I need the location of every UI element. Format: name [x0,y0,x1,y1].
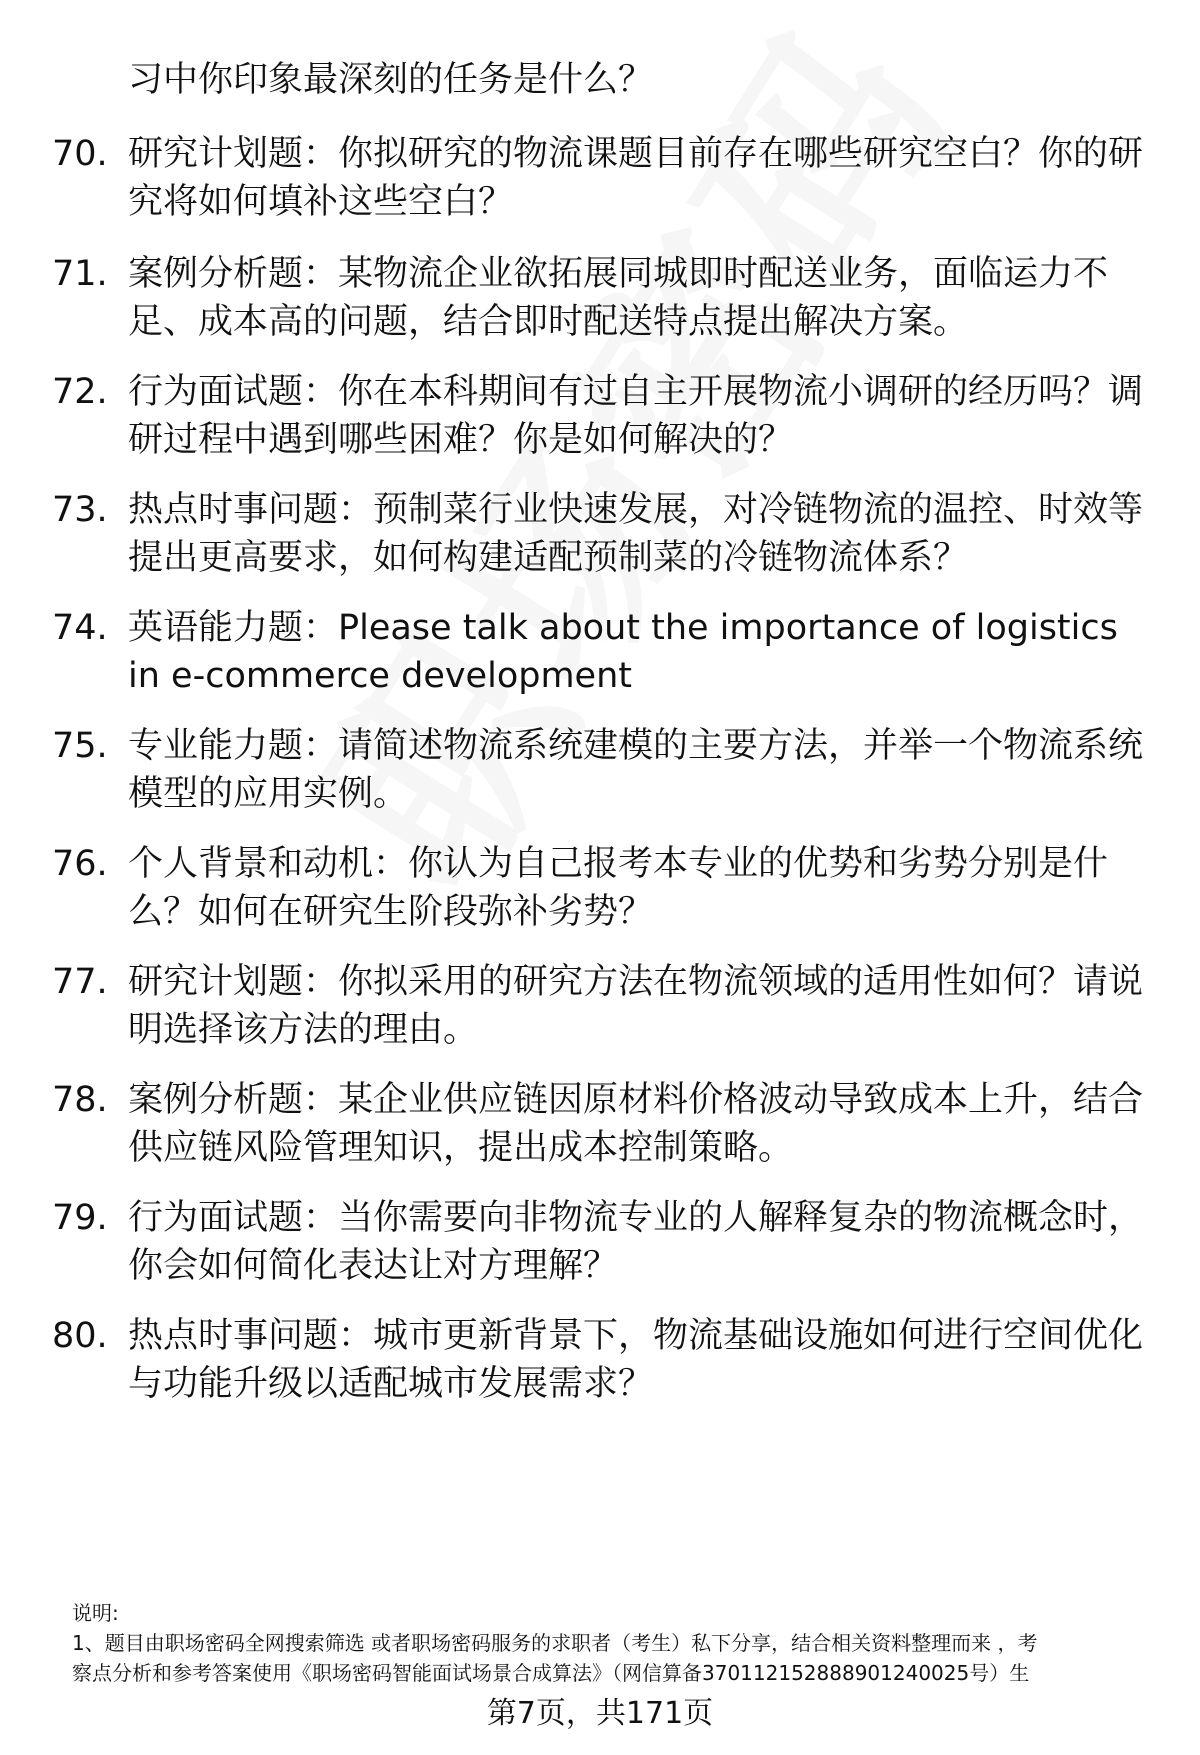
footnote-line: 1、题目由职场密码全网搜索筛选 或者职场密码服务的求职者（考生）私下分享，结合相关资料整理而来 ，考 [72,1631,1038,1655]
question-number: 76. [52,844,108,884]
question-number: 80. [52,1316,108,1356]
question-text: 案例分析题：某物流企业欲拓展同城即时配送业务，面临运力不足、成本高的问题，结合即时配送特点提出解决方案。 [128,254,1109,342]
question-text: 个人背景和动机：你认为自己报考本专业的优势和劣势分别是什么？如何在研究生阶段弥补劣势？ [128,844,1109,932]
question-text: 热点时事问题：城市更新背景下，物流基础设施如何进行空间优化与功能升级以适配城市发展需求？ [128,1316,1144,1404]
question-text: 行为面试题：你在本科期间有过自主开展物流小调研的经历吗？调研过程中遇到哪些困难？你是如何解决的？ [128,372,1144,460]
footnote-line: 察点分析和参考答案使用《职场密码智能面试场景合成算法》（网信算备370112152888901240025号）生 [72,1661,1030,1685]
page-indicator: 第7页，共171页 [486,1696,714,1731]
question-number: 71. [52,254,108,294]
question-text: 行为面试题：当你需要向非物流专业的人解释复杂的物流概念时，你会如何简化表达让对方理解？ [128,1198,1144,1286]
continued-question-text: 习中你印象最深刻的任务是什么？ [128,60,654,100]
question-text: 热点时事问题：预制菜行业快速发展，对冷链物流的温控、时效等提出更高要求，如何构建适配预制菜的冷链物流体系？ [128,490,1144,578]
question-number: 74. [52,608,108,648]
question-number: 73. [52,490,108,530]
question-number: 70. [52,134,108,174]
question-text: 专业能力题：请简述物流系统建模的主要方法，并举一个物流系统模型的应用实例。 [128,726,1144,814]
question-number: 72. [52,372,108,412]
question-text: 研究计划题：你拟研究的物流课题目前存在哪些研究空白？你的研究将如何填补这些空白？ [128,134,1144,222]
question-text: 英语能力题：Please talk about the importance of logistics in e-commerce development [128,608,1118,696]
question-text: 案例分析题：某企业供应链因原材料价格波动导致成本上升，结合供应链风险管理知识，提出成本控制策略。 [128,1080,1144,1168]
question-number: 79. [52,1198,108,1238]
question-number: 77. [52,962,108,1002]
question-number: 78. [52,1080,108,1120]
question-text: 研究计划题：你拟采用的研究方法在物流领域的适用性如何？请说明选择该方法的理由。 [128,962,1144,1050]
footnote [72,1598,1152,1688]
question-number: 75. [52,726,108,766]
footnote-heading: 说明: [72,1601,119,1625]
